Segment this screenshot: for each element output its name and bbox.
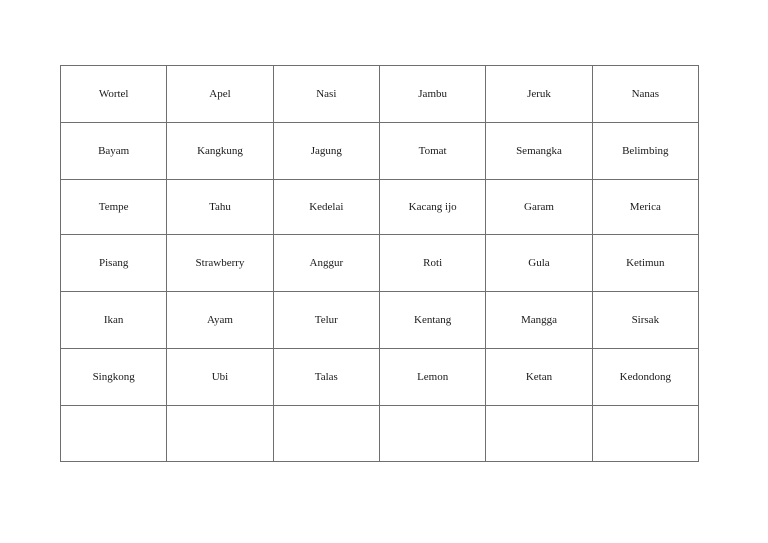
table-cell: Kacang ijo: [379, 180, 485, 235]
table-row: [61, 349, 699, 406]
table-cell: Kedelai: [273, 180, 379, 235]
table-row: [61, 292, 699, 349]
table-cell: Ubi: [167, 349, 273, 406]
table-cell: Apel: [167, 66, 273, 123]
table-cell: Garam: [486, 180, 592, 235]
table-cell-empty: [273, 406, 379, 462]
table-cell: Jeruk: [486, 66, 592, 123]
table-cell: Telur: [273, 292, 379, 349]
table-cell: Gula: [486, 235, 592, 292]
table-cell-empty: [592, 406, 698, 462]
table-cell: Wortel: [61, 66, 167, 123]
table-cell-empty: [379, 406, 485, 462]
table-cell: Kangkung: [167, 123, 273, 180]
table-row-empty: [61, 406, 699, 462]
table-row: [61, 180, 699, 235]
table-cell: Ketan: [486, 349, 592, 406]
table-cell: Kedondong: [592, 349, 698, 406]
table-cell: Bayam: [61, 123, 167, 180]
table-cell: Ikan: [61, 292, 167, 349]
table-cell: Sirsak: [592, 292, 698, 349]
table-row: [61, 123, 699, 180]
table-cell: Nasi: [273, 66, 379, 123]
table-cell: Anggur: [273, 235, 379, 292]
table-cell-empty: [167, 406, 273, 462]
table-cell: Jagung: [273, 123, 379, 180]
table-cell: Strawberry: [167, 235, 273, 292]
table-cell: Talas: [273, 349, 379, 406]
table-cell: Merica: [592, 180, 698, 235]
table-cell: Lemon: [379, 349, 485, 406]
table-cell: Nanas: [592, 66, 698, 123]
table-cell: Pisang: [61, 235, 167, 292]
table-cell-empty: [61, 406, 167, 462]
table-cell: Tempe: [61, 180, 167, 235]
table-cell: Ketimun: [592, 235, 698, 292]
food-word-table: [60, 65, 699, 462]
table-cell: Kentang: [379, 292, 485, 349]
table-cell: Tomat: [379, 123, 485, 180]
table-cell: Singkong: [61, 349, 167, 406]
table-cell: Belimbing: [592, 123, 698, 180]
table-cell: Mangga: [486, 292, 592, 349]
table-cell: Tahu: [167, 180, 273, 235]
table-cell: Jambu: [379, 66, 485, 123]
table-cell: Semangka: [486, 123, 592, 180]
table-row: [61, 66, 699, 123]
table-cell: Ayam: [167, 292, 273, 349]
table-row: [61, 235, 699, 292]
table-cell: Roti: [379, 235, 485, 292]
table-cell-empty: [486, 406, 592, 462]
